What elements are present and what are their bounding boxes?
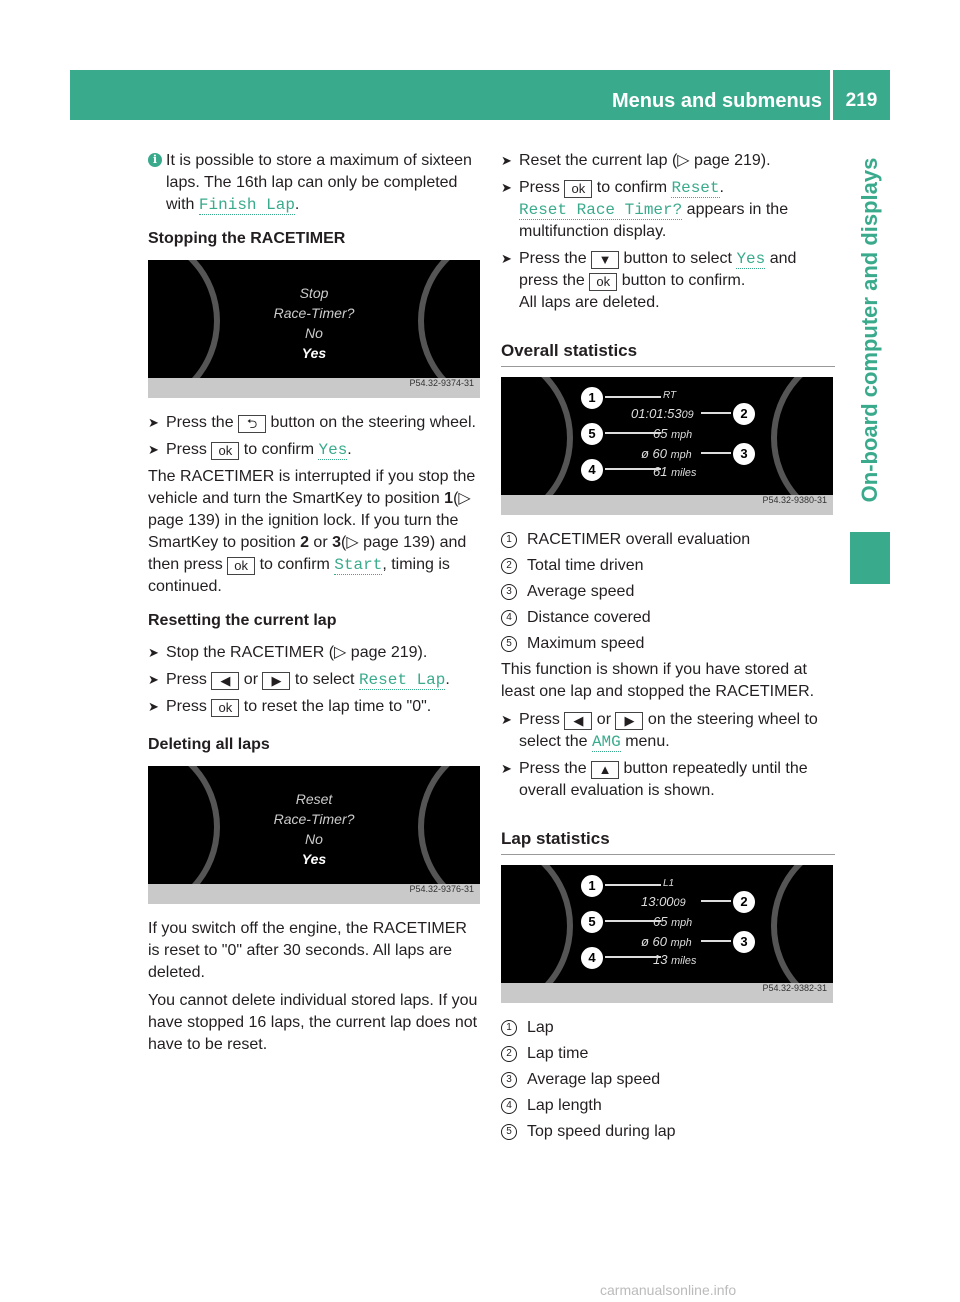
screen-line-3: No <box>305 325 323 341</box>
ok-key-icon: ok <box>564 180 592 198</box>
left-key-icon: ◀ <box>211 672 239 690</box>
info-end: . <box>294 196 300 213</box>
figure-code: P54.32-9380-31 <box>762 495 827 505</box>
display-text-reset-lap: Reset Lap <box>358 671 446 689</box>
stat-max-speed: 65 mph <box>653 426 693 441</box>
side-tab <box>850 130 890 530</box>
overall-callout-list <box>501 529 835 655</box>
list-item: 2 Lap time <box>501 1043 835 1065</box>
side-tab-marker <box>850 532 890 584</box>
step-arrow-icon: ➤ <box>501 180 512 195</box>
step-confirm-reset: ➤ Press ok to confirm Reset. Reset Race Timer? appears in the multifunction display. <box>501 179 789 240</box>
step-select-reset-lap: ➤ Press ◀ or ▶ to select Reset Lap. <box>148 671 450 689</box>
header-title: Menus and submenus <box>611 90 822 112</box>
step-select-amg: ➤ Press ◀ or ▶ on the steering wheel to select the AMG menu. <box>501 711 818 751</box>
stat-avg-speed: ø 60 mph <box>641 446 692 461</box>
screen-line-1: Stop <box>299 285 329 301</box>
down-key-icon: ▼ <box>591 251 619 269</box>
right-column <box>501 150 835 1147</box>
display-text-yes: Yes <box>318 441 348 459</box>
right-key-icon: ▶ <box>262 672 290 690</box>
step-arrow-icon: ➤ <box>501 712 512 727</box>
step-reset-lap-time: ➤ Press ok to reset the lap time to "0". <box>148 696 482 718</box>
list-item: 5 Top speed during lap <box>501 1121 835 1143</box>
step-arrow-icon: ➤ <box>501 251 512 266</box>
screen-line-3: No <box>305 831 323 847</box>
paragraph-interrupted: The RACETIMER is interrupted if you stop the vehicle and turn the SmartKey to position 1(▷ page 139) in the ignition lock. If you turn the SmartKey to position 2 or 3(▷ page 139) and then press ok to confirm Start, timing is continued. <box>148 468 476 595</box>
step-select-yes: ➤ Press the ▼ button to select Yes and press the ok button to confirm. All laps are deleted. <box>501 250 797 311</box>
heading-lap-statistics: Lap statistics <box>501 828 835 855</box>
step-confirm-yes: ➤ Press ok to confirm Yes. <box>148 441 352 459</box>
list-item: 1 RACETIMER overall evaluation <box>501 529 835 551</box>
list-item: 1 Lap <box>501 1017 835 1039</box>
figure-reset-racetimer <box>148 766 480 904</box>
screen-line-1: Reset <box>295 791 333 807</box>
display-text-reset: Reset <box>671 179 720 197</box>
step-arrow-icon: ➤ <box>148 442 159 457</box>
left-column <box>148 150 482 1062</box>
list-item: 4 Distance covered <box>501 607 835 629</box>
step-arrow-icon: ➤ <box>148 672 159 687</box>
step-arrow-icon: ➤ <box>148 699 159 714</box>
figure-code: P54.32-9382-31 <box>762 983 827 993</box>
right-key-icon: ▶ <box>615 712 643 730</box>
stat-distance: 61 miles <box>653 464 697 479</box>
info-text: It is possible to store a maximum of sixteen laps. The 16th lap can only be completed with <box>166 152 472 213</box>
lap-callout-list <box>501 1017 835 1143</box>
stat-avg-speed: ø 60 mph <box>641 934 692 949</box>
heading-stopping: Stopping the RACETIMER <box>148 230 346 247</box>
stat-distance: 13 miles <box>653 952 697 967</box>
screen-line-4: Yes <box>301 851 327 867</box>
page-number: 219 <box>833 70 890 120</box>
list-item: 4 Lap length <box>501 1095 835 1117</box>
step-reset-current-lap: ➤ Reset the current lap (▷ page 219). <box>501 150 835 172</box>
ok-key-icon: ok <box>227 557 255 575</box>
screen-line-4: Yes <box>301 345 327 361</box>
side-tab-label: On-board computer and displays <box>857 157 882 503</box>
stat-time: 13:0009 <box>641 894 686 909</box>
stat-time: 01:01:5309 <box>631 406 694 421</box>
display-text-reset-race-timer: Reset Race Timer? <box>519 201 683 219</box>
step-press-back: ➤ Press the ⮌ button on the steering wheel. <box>148 412 482 434</box>
display-text-start: Start <box>334 556 383 574</box>
ok-key-icon: ok <box>211 442 239 460</box>
watermark: carmanualsonline.info <box>600 1282 737 1298</box>
info-note <box>148 150 482 216</box>
left-key-icon: ◀ <box>564 712 592 730</box>
ok-key-icon: ok <box>211 699 239 717</box>
figure-code: P54.32-9374-31 <box>409 378 474 388</box>
screen-line-2: Race-Timer? <box>273 811 355 827</box>
screen-line-2: Race-Timer? <box>273 305 355 321</box>
figure-lap-statistics: 1 2 3 4 5 L1 13:0009 65 mph ø 60 mph 13 miles P54.32-9382-31 <box>501 865 833 1003</box>
stat-max-speed: 65 mph <box>653 914 693 929</box>
display-text-finish-lap: Finish Lap <box>198 196 295 214</box>
stat-label: RT <box>663 390 677 401</box>
step-arrow-icon: ➤ <box>501 761 512 776</box>
paragraph-function-shown: This function is shown if you have stored at least one lap and stopped the RACETIMER. <box>501 661 815 700</box>
ok-key-icon: ok <box>589 273 617 291</box>
display-text-yes: Yes <box>736 250 766 268</box>
heading-overall-statistics: Overall statistics <box>501 340 835 367</box>
heading-deleting: Deleting all laps <box>148 736 270 753</box>
step-arrow-icon: ➤ <box>148 645 159 660</box>
heading-resetting: Resetting the current lap <box>148 612 337 629</box>
display-text-amg: AMG <box>591 733 621 751</box>
figure-overall-statistics: 1 2 3 4 5 RT 01:01:5309 65 mph ø 60 mph 61 miles P54.32-9380-31 <box>501 377 833 515</box>
step-arrow-icon: ➤ <box>148 415 159 430</box>
up-key-icon: ▲ <box>591 761 619 779</box>
step-stop-racetimer: ➤ Stop the RACETIMER (▷ page 219). <box>148 642 482 664</box>
back-key-icon: ⮌ <box>238 415 266 433</box>
paragraph-cannot-delete: You cannot delete individual stored laps. If you have stopped 16 laps, the current lap does not have to be reset. <box>148 992 478 1053</box>
list-item: 3 Average lap speed <box>501 1069 835 1091</box>
figure-stop-racetimer <box>148 260 480 398</box>
list-item: 3 Average speed <box>501 581 835 603</box>
list-item: 2 Total time driven <box>501 555 835 577</box>
step-press-up: ➤ Press the ▲ button repeatedly until the overall evaluation is shown. <box>501 760 808 799</box>
figure-code: P54.32-9376-31 <box>409 884 474 894</box>
paragraph-engine-off: If you switch off the engine, the RACETIMER is reset to "0" after 30 seconds. All laps are deleted. <box>148 920 467 981</box>
stat-label: L1 <box>663 878 675 889</box>
step-arrow-icon: ➤ <box>501 153 512 168</box>
info-icon: i <box>148 153 162 167</box>
list-item: 5 Maximum speed <box>501 633 835 655</box>
